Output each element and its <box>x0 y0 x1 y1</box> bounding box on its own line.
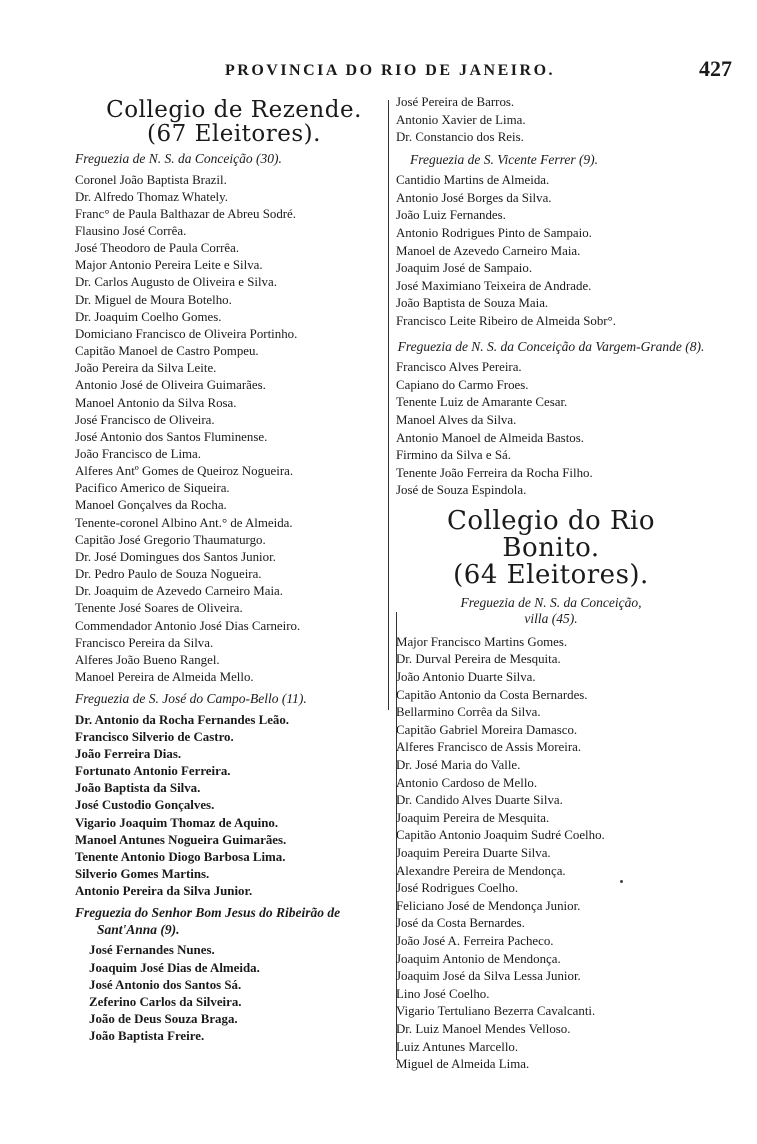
elector-name: Joaquim José de Sampaio. <box>396 261 533 276</box>
elector-name: Dr. Miguel de Moura Botelho. <box>75 292 232 307</box>
elector-name: Dr. Alfredo Thomaz Whately. <box>75 189 228 204</box>
elector-name: João José A. Ferreira Pacheco. <box>396 933 554 948</box>
left-column <box>75 98 393 1045</box>
elector-name: Dr. Joaquim de Azevedo Carneiro Maia. <box>75 584 283 599</box>
elector-name: Franc° de Paula Balthazar de Abreu Sodré. <box>75 206 296 221</box>
elector-name: Tenente-coronel Albino Ant.° de Almeida. <box>75 515 293 530</box>
elector-name: Dr. José Domingues dos Santos Junior. <box>75 549 276 564</box>
elector-name: Joaquim Pereira Duarte Silva. <box>396 846 551 860</box>
elector-name: Antonio Xavier de Lima. <box>396 112 526 127</box>
elector-name: Coronel João Baptista Brazil. <box>75 172 227 187</box>
elector-name: Tenente Antonio Diogo Barbosa Lima. <box>75 849 286 864</box>
parish-heading-line2: villa (45). <box>524 611 578 627</box>
running-head <box>60 56 732 86</box>
elector-name: Tenente Luiz de Amarante Cesar. <box>396 395 568 410</box>
elector-list <box>75 172 393 687</box>
college-title-rezende: Collegio de Rezende. <box>106 97 362 123</box>
elector-name: Major Francisco Martins Gomes. <box>396 634 568 649</box>
elector-name: João Baptista Freire. <box>89 1029 205 1044</box>
elector-list <box>75 942 393 1045</box>
elector-list <box>396 172 706 330</box>
elector-name: Firmino da Silva e Sá. <box>396 448 511 463</box>
elector-name: Capitão Manoel de Castro Pompeu. <box>75 344 259 359</box>
print-speck <box>620 880 623 883</box>
elector-name: Dr. Antonio da Rocha Fernandes Leão. <box>75 712 290 727</box>
elector-name: João Antonio Duarte Silva. <box>396 670 536 685</box>
elector-name: Bellarmino Corrêa da Silva. <box>396 705 541 720</box>
elector-name: Lino José Coelho. <box>396 986 490 1001</box>
elector-name: Pacifico Americo de Siqueira. <box>75 481 230 496</box>
elector-name: Feliciano José de Mendonça Junior. <box>396 898 581 913</box>
elector-list <box>396 359 706 500</box>
elector-name: José Maximiano Teixeira de Andrade. <box>396 278 592 293</box>
elector-name: Vigario Tertuliano Bezerra Cavalcanti. <box>396 1004 596 1019</box>
elector-name: Commendador Antonio José Dias Carneiro. <box>75 618 301 633</box>
elector-name: Dr. Pedro Paulo de Souza Nogueira. <box>75 567 262 582</box>
elector-name: Antonio José de Oliveira Guimarães. <box>75 378 266 393</box>
college-electors-rezende: (67 Eleitores). <box>147 121 321 147</box>
elector-name: Domiciano Francisco de Oliveira Portinho. <box>75 326 298 341</box>
elector-name: Dr. Joaquim Coelho Gomes. <box>75 309 222 324</box>
elector-name: Alferes Antº Gomes de Queiroz Nogueira. <box>75 464 294 479</box>
elector-name: Francisco Silverio de Castro. <box>75 729 234 744</box>
elector-name: João Pereira da Silva Leite. <box>75 361 217 376</box>
parish-heading: Freguezia de S. Vicente Ferrer (9). <box>410 151 599 167</box>
elector-list <box>75 712 393 901</box>
elector-name: Luiz Antunes Marcello. <box>396 1039 519 1054</box>
elector-name: José Francisco de Oliveira. <box>75 412 215 427</box>
elector-name: Capitão Antonio da Costa Bernardes. <box>396 687 588 702</box>
parish-heading: Freguezia do Senhor Bom Jesus do Ribeirão de Sant'Anna (9). <box>75 905 341 937</box>
elector-list-continued <box>396 94 706 147</box>
page-number: 427 <box>699 56 732 81</box>
elector-name: Joaquim José Dias de Almeida. <box>89 960 260 975</box>
elector-name: Vigario Joaquim Thomaz de Aquino. <box>75 815 279 830</box>
elector-name: João Luiz Fernandes. <box>396 208 506 223</box>
parish-heading: Freguezia de N. S. da Conceição da Vargem-Grande (8). <box>397 338 705 354</box>
elector-name: José Theodoro de Paula Corrêa. <box>75 241 240 256</box>
parish-heading-line1: Freguezia de N. S. da Conceição, <box>460 594 642 610</box>
elector-name: João de Deus Souza Braga. <box>89 1012 238 1027</box>
college-electors-rio-bonito: (64 Eleitores). <box>453 559 649 590</box>
elector-name: Manoel de Azevedo Carneiro Maia. <box>396 243 581 258</box>
right-column <box>396 95 706 1074</box>
elector-name: Dr. Luiz Manoel Mendes Velloso. <box>396 1021 571 1036</box>
elector-name: Francisco Alves Pereira. <box>396 360 522 375</box>
elector-name: Dr. Durval Pereira de Mesquita. <box>396 652 561 667</box>
elector-name: Alferes Francisco de Assis Moreira. <box>396 740 582 755</box>
elector-name: João Francisco de Lima. <box>75 447 202 461</box>
elector-name: Dr. Constancio dos Reis. <box>396 130 524 145</box>
elector-name: Capitão José Gregorio Thaumaturgo. <box>75 532 266 547</box>
elector-name: Manoel Pereira de Almeida Mello. <box>75 670 254 685</box>
elector-name: Manoel Gonçalves da Rocha. <box>75 498 227 513</box>
elector-name: Dr. Carlos Augusto de Oliveira e Silva. <box>75 275 277 290</box>
elector-name: Antonio José Borges da Silva. <box>396 190 552 205</box>
elector-name: Francisco Leite Ribeiro de Almeida Sobr°. <box>396 314 616 329</box>
elector-name: Silverio Gomes Martins. <box>75 867 210 882</box>
elector-name: José Pereira de Barros. <box>396 95 515 109</box>
elector-name: Flausino José Corrêa. <box>75 223 187 238</box>
elector-name: Manoel Antonio da Silva Rosa. <box>75 395 237 410</box>
elector-name: Capitão Antonio Joaquim Sudré Coelho. <box>396 828 605 843</box>
elector-name: Dr. Candido Alves Duarte Silva. <box>396 793 563 808</box>
elector-name: Manoel Alves da Silva. <box>396 412 517 427</box>
elector-name: Alexandre Pereira de Mendonça. <box>396 863 566 878</box>
elector-name: João Baptista da Silva. <box>75 781 201 796</box>
elector-name: Antonio Cardoso de Mello. <box>396 775 538 790</box>
elector-name: Manoel Antunes Nogueira Guimarães. <box>75 832 287 847</box>
elector-name: Fortunato Antonio Ferreira. <box>75 764 231 779</box>
elector-name: José Antonio dos Santos Sá. <box>89 977 242 992</box>
elector-name: Tenente João Ferreira da Rocha Filho. <box>396 465 593 480</box>
elector-name: José da Costa Bernardes. <box>396 916 525 931</box>
elector-name: Joaquim Pereira de Mesquita. <box>396 810 550 825</box>
elector-name: Antonio Manoel de Almeida Bastos. <box>396 430 584 445</box>
college-title-rio-bonito: Collegio do Rio Bonito. <box>446 505 656 563</box>
elector-name: José Antonio dos Santos Fluminense. <box>75 429 268 444</box>
elector-name: Capiano do Carmo Froes. <box>396 377 529 392</box>
elector-name: Francisco Pereira da Silva. <box>75 635 214 650</box>
elector-name: João Baptista de Souza Maia. <box>396 296 549 311</box>
elector-name: Antonio Rodrigues Pinto de Sampaio. <box>396 226 592 241</box>
elector-name: Cantidio Martins de Almeida. <box>396 173 550 188</box>
elector-name: João Ferreira Dias. <box>75 747 182 761</box>
elector-name: Capitão Gabriel Moreira Damasco. <box>396 722 578 737</box>
elector-name: Tenente José Soares de Oliveira. <box>75 601 243 616</box>
elector-name: José Rodrigues Coelho. <box>396 881 519 896</box>
elector-name: José Custodio Gonçalves. <box>75 798 215 813</box>
parish-heading: Freguezia de N. S. da Conceição (30). <box>75 151 282 166</box>
elector-name: José de Souza Espindola. <box>396 483 527 498</box>
page-header-title: PROVINCIA DO RIO DE JANEIRO. <box>224 62 556 79</box>
elector-name: Joaquim Antonio de Mendonça. <box>396 951 561 966</box>
elector-name: Alferes João Bueno Rangel. <box>75 652 220 667</box>
elector-name: Joaquim José da Silva Lessa Junior. <box>396 969 581 984</box>
elector-name: Dr. José Maria do Valle. <box>396 758 521 773</box>
elector-name: José Fernandes Nunes. <box>89 943 215 958</box>
elector-name: Zeferino Carlos da Silveira. <box>89 994 242 1009</box>
parish-heading: Freguezia de S. José do Campo-Bello (11). <box>75 691 307 707</box>
elector-name: Major Antonio Pereira Leite e Silva. <box>75 258 263 273</box>
elector-list <box>396 634 706 1074</box>
elector-name: Miguel de Almeida Lima. <box>396 1057 530 1072</box>
elector-name: Antonio Pereira da Silva Junior. <box>75 884 253 899</box>
